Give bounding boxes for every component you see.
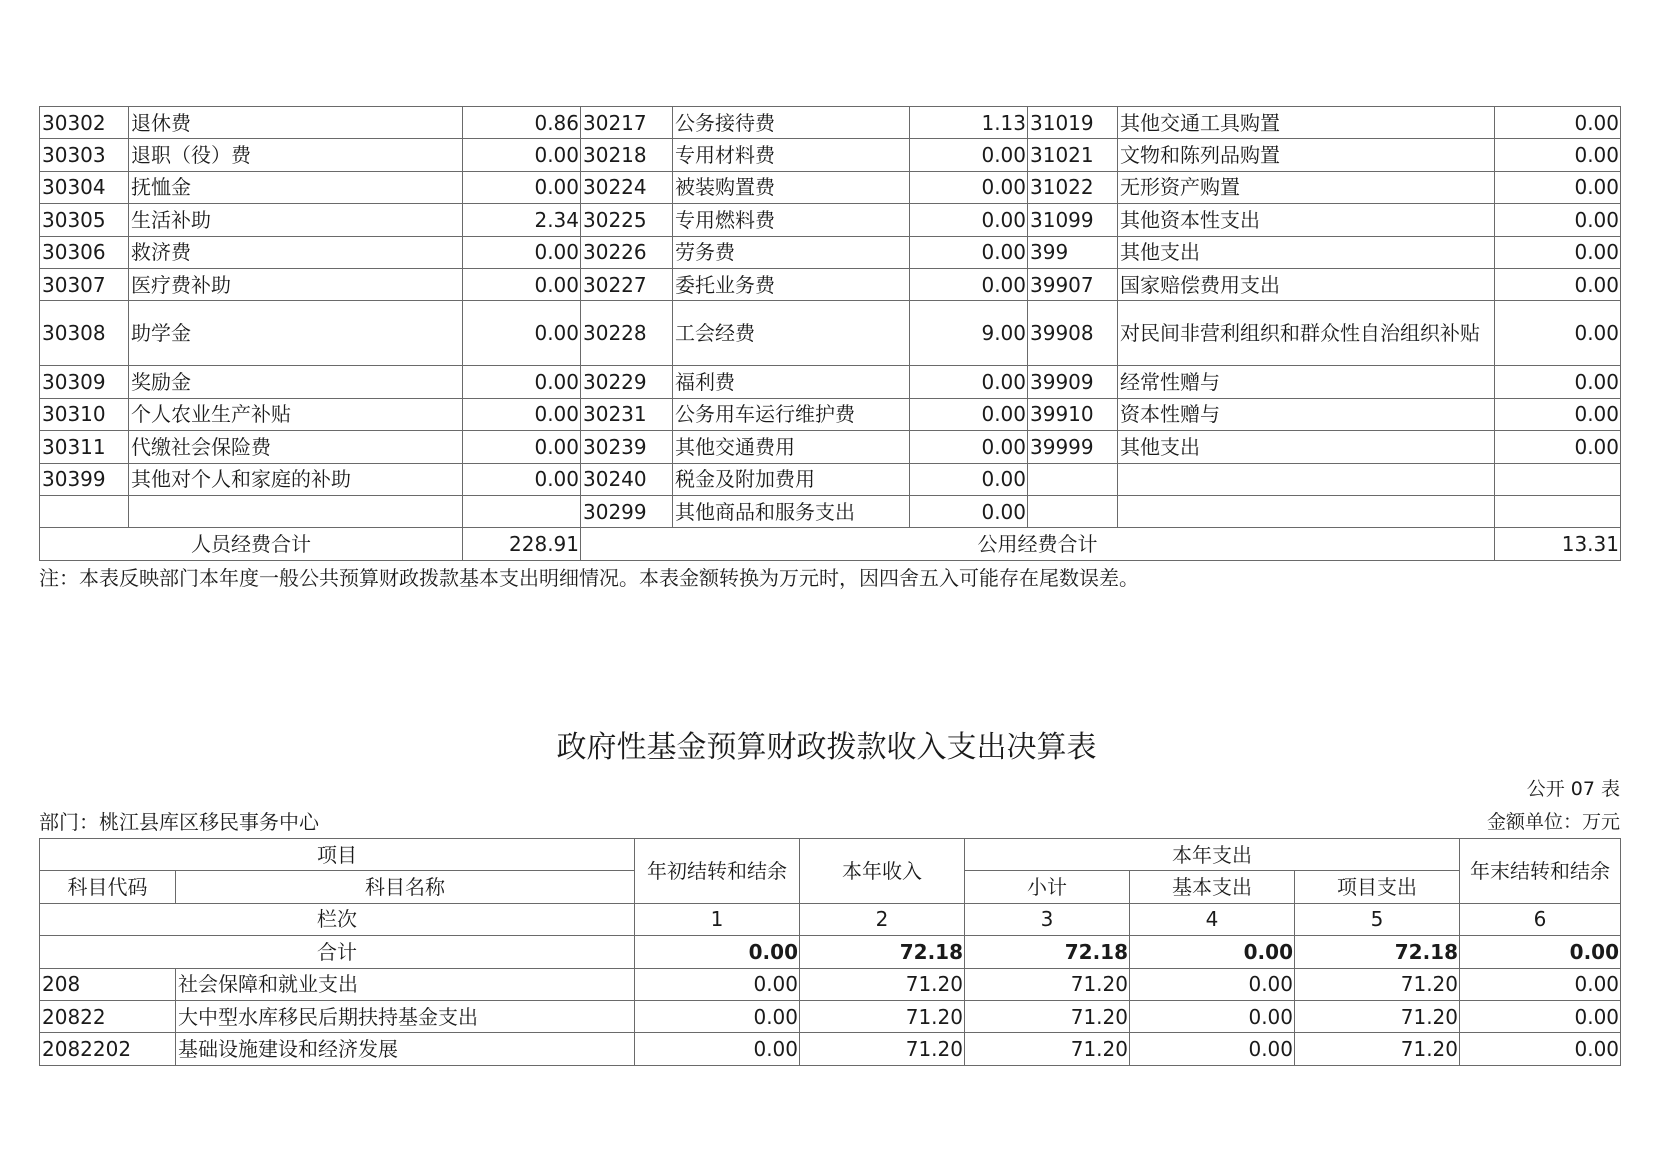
amount-cell: 0.00 bbox=[463, 171, 581, 203]
amount-cell: 71.20 bbox=[965, 968, 1130, 1000]
amount-cell: 71.20 bbox=[965, 1033, 1130, 1065]
amount-cell: 71.20 bbox=[1295, 1033, 1460, 1065]
grand-total-value: 0.00 bbox=[635, 936, 800, 968]
amount-cell: 0.00 bbox=[1460, 1033, 1621, 1065]
econ-code-cell bbox=[1028, 463, 1118, 495]
amount-cell: 9.00 bbox=[910, 301, 1028, 366]
amount-cell: 71.20 bbox=[965, 1000, 1130, 1032]
table-row bbox=[40, 107, 1621, 139]
econ-code-cell: 30310 bbox=[40, 398, 129, 430]
amount-cell: 0.00 bbox=[910, 268, 1028, 300]
amount-cell: 1.13 bbox=[910, 107, 1028, 139]
amount-cell bbox=[1495, 463, 1621, 495]
econ-code-cell: 30307 bbox=[40, 268, 129, 300]
amount-cell: 0.86 bbox=[463, 107, 581, 139]
header-begin-balance: 年初结转和结余 bbox=[635, 839, 800, 904]
econ-code-cell: 30304 bbox=[40, 171, 129, 203]
grand-total-value: 72.18 bbox=[800, 936, 965, 968]
amount-unit-label: 金额单位：万元 bbox=[1486, 811, 1620, 833]
econ-name-cell: 其他资本性支出 bbox=[1118, 204, 1495, 236]
econ-code-cell: 30399 bbox=[40, 463, 129, 495]
table-row bbox=[40, 204, 1621, 236]
amount-cell: 71.20 bbox=[800, 968, 965, 1000]
econ-name-cell: 其他交通费用 bbox=[673, 431, 910, 463]
amount-cell: 0.00 bbox=[1495, 431, 1621, 463]
index-cell: 2 bbox=[800, 903, 965, 935]
grand-total-value: 72.18 bbox=[965, 936, 1130, 968]
amount-cell: 0.00 bbox=[463, 366, 581, 398]
table-row bbox=[40, 495, 1621, 527]
econ-name-cell: 经常性赠与 bbox=[1118, 366, 1495, 398]
amount-cell: 0.00 bbox=[1460, 1000, 1621, 1032]
amount-cell: 0.00 bbox=[463, 431, 581, 463]
table-row bbox=[40, 968, 1621, 1000]
amount-cell: 71.20 bbox=[800, 1033, 965, 1065]
econ-name-cell: 救济费 bbox=[129, 236, 463, 268]
grand-total-value: 0.00 bbox=[1130, 936, 1295, 968]
econ-code-cell: 30217 bbox=[581, 107, 673, 139]
econ-code-cell: 39908 bbox=[1028, 301, 1118, 366]
econ-name-cell: 退休费 bbox=[129, 107, 463, 139]
econ-code-cell: 30305 bbox=[40, 204, 129, 236]
table-row bbox=[40, 301, 1621, 366]
econ-name-cell: 无形资产购置 bbox=[1118, 171, 1495, 203]
econ-code-cell: 30309 bbox=[40, 366, 129, 398]
econ-code-cell: 30302 bbox=[40, 107, 129, 139]
econ-code-cell: 30308 bbox=[40, 301, 129, 366]
amount-cell: 0.00 bbox=[1495, 366, 1621, 398]
table-row bbox=[40, 268, 1621, 300]
amount-cell: 0.00 bbox=[635, 1033, 800, 1065]
amount-cell: 0.00 bbox=[910, 398, 1028, 430]
amount-cell: 0.00 bbox=[1495, 268, 1621, 300]
header-end-balance: 年末结转和结余 bbox=[1460, 839, 1621, 904]
econ-name-cell: 其他交通工具购置 bbox=[1118, 107, 1495, 139]
econ-name-cell bbox=[129, 495, 463, 527]
index-row bbox=[40, 903, 1621, 935]
header-income: 本年收入 bbox=[800, 839, 965, 904]
amount-cell: 0.00 bbox=[910, 366, 1028, 398]
econ-code-cell: 30228 bbox=[581, 301, 673, 366]
econ-code-cell: 30225 bbox=[581, 204, 673, 236]
amount-cell: 0.00 bbox=[910, 431, 1028, 463]
personnel-total-value: 228.91 bbox=[463, 528, 581, 560]
econ-code-cell bbox=[40, 495, 129, 527]
public-total-value: 13.31 bbox=[1495, 528, 1621, 560]
econ-code-cell: 39907 bbox=[1028, 268, 1118, 300]
econ-code-cell: 30229 bbox=[581, 366, 673, 398]
basic-expense-table-body bbox=[40, 107, 1621, 528]
econ-code-cell: 30299 bbox=[581, 495, 673, 527]
econ-code-cell: 30240 bbox=[581, 463, 673, 495]
econ-name-cell: 委托业务费 bbox=[673, 268, 910, 300]
amount-cell: 0.00 bbox=[1495, 236, 1621, 268]
econ-name-cell: 代缴社会保险费 bbox=[129, 431, 463, 463]
amount-cell: 0.00 bbox=[910, 495, 1028, 527]
econ-name-cell: 文物和陈列品购置 bbox=[1118, 139, 1495, 171]
econ-name-cell: 其他支出 bbox=[1118, 431, 1495, 463]
econ-code-cell: 399 bbox=[1028, 236, 1118, 268]
department-label: 部门：桃江县库区移民事务中心 bbox=[39, 810, 319, 834]
subject-code-cell: 20822 bbox=[40, 1000, 176, 1032]
econ-name-cell: 其他对个人和家庭的补助 bbox=[129, 463, 463, 495]
subject-name-cell: 社会保障和就业支出 bbox=[176, 968, 635, 1000]
personnel-total-label: 人员经费合计 bbox=[40, 528, 463, 560]
table-row bbox=[40, 236, 1621, 268]
amount-cell: 0.00 bbox=[910, 236, 1028, 268]
econ-name-cell: 奖励金 bbox=[129, 366, 463, 398]
amount-cell: 0.00 bbox=[463, 268, 581, 300]
index-label: 栏次 bbox=[40, 903, 635, 935]
econ-name-cell: 税金及附加费用 bbox=[673, 463, 910, 495]
index-cell: 1 bbox=[635, 903, 800, 935]
amount-cell: 0.00 bbox=[463, 139, 581, 171]
econ-code-cell: 39910 bbox=[1028, 398, 1118, 430]
econ-code-cell: 30226 bbox=[581, 236, 673, 268]
header-project: 项目支出 bbox=[1295, 871, 1460, 903]
amount-cell: 71.20 bbox=[1295, 968, 1460, 1000]
econ-name-cell: 退职（役）费 bbox=[129, 139, 463, 171]
econ-code-cell: 30224 bbox=[581, 171, 673, 203]
econ-name-cell: 其他支出 bbox=[1118, 236, 1495, 268]
grand-total-row bbox=[40, 936, 1621, 968]
econ-name-cell: 资本性赠与 bbox=[1118, 398, 1495, 430]
grand-total-value: 72.18 bbox=[1295, 936, 1460, 968]
grand-total-value: 0.00 bbox=[1460, 936, 1621, 968]
header-subtotal: 小计 bbox=[965, 871, 1130, 903]
table-row bbox=[40, 463, 1621, 495]
amount-cell: 0.00 bbox=[910, 139, 1028, 171]
econ-code-cell: 30303 bbox=[40, 139, 129, 171]
econ-code-cell: 31019 bbox=[1028, 107, 1118, 139]
econ-name-cell bbox=[1118, 463, 1495, 495]
econ-code-cell bbox=[1028, 495, 1118, 527]
econ-name-cell: 医疗费补助 bbox=[129, 268, 463, 300]
econ-code-cell: 39909 bbox=[1028, 366, 1118, 398]
econ-name-cell: 助学金 bbox=[129, 301, 463, 366]
amount-cell bbox=[1495, 495, 1621, 527]
econ-name-cell: 生活补助 bbox=[129, 204, 463, 236]
econ-code-cell: 30231 bbox=[581, 398, 673, 430]
econ-name-cell: 对民间非营利组织和群众性自治组织补贴 bbox=[1118, 301, 1495, 366]
econ-name-cell: 国家赔偿费用支出 bbox=[1118, 268, 1495, 300]
header-code: 科目代码 bbox=[40, 871, 176, 903]
amount-cell: 0.00 bbox=[463, 236, 581, 268]
table-row bbox=[40, 171, 1621, 203]
subject-name-cell: 大中型水库移民后期扶持基金支出 bbox=[176, 1000, 635, 1032]
amount-cell: 0.00 bbox=[1495, 171, 1621, 203]
econ-name-cell: 劳务费 bbox=[673, 236, 910, 268]
table-row bbox=[40, 398, 1621, 430]
amount-cell: 0.00 bbox=[1130, 968, 1295, 1000]
index-cell: 3 bbox=[965, 903, 1130, 935]
amount-cell: 0.00 bbox=[463, 463, 581, 495]
subject-name-cell: 基础设施建设和经济发展 bbox=[176, 1033, 635, 1065]
header-item: 项目 bbox=[40, 839, 635, 871]
header-basic: 基本支出 bbox=[1130, 871, 1295, 903]
basic-expense-table bbox=[39, 106, 1621, 561]
index-cell: 4 bbox=[1130, 903, 1295, 935]
totals-row bbox=[40, 528, 1621, 560]
fund-budget-table-body bbox=[40, 968, 1621, 1065]
table-row bbox=[40, 139, 1621, 171]
amount-cell: 0.00 bbox=[1130, 1033, 1295, 1065]
amount-cell bbox=[463, 495, 581, 527]
index-cell: 5 bbox=[1295, 903, 1460, 935]
econ-code-cell: 31099 bbox=[1028, 204, 1118, 236]
subject-code-cell: 2082202 bbox=[40, 1033, 176, 1065]
econ-name-cell: 专用材料费 bbox=[673, 139, 910, 171]
amount-cell: 0.00 bbox=[910, 171, 1028, 203]
page-title: 政府性基金预算财政拨款收入支出决算表 bbox=[556, 730, 1097, 765]
header-row-1 bbox=[40, 839, 1621, 871]
econ-code-cell: 30311 bbox=[40, 431, 129, 463]
econ-name-cell: 公务用车运行维护费 bbox=[673, 398, 910, 430]
econ-name-cell: 公务接待费 bbox=[673, 107, 910, 139]
econ-name-cell: 被装购置费 bbox=[673, 171, 910, 203]
amount-cell: 0.00 bbox=[463, 398, 581, 430]
amount-cell: 0.00 bbox=[1130, 1000, 1295, 1032]
econ-name-cell bbox=[1118, 495, 1495, 527]
table-row bbox=[40, 1033, 1621, 1065]
amount-cell: 0.00 bbox=[1495, 204, 1621, 236]
index-cell: 6 bbox=[1460, 903, 1621, 935]
amount-cell: 71.20 bbox=[800, 1000, 965, 1032]
amount-cell: 0.00 bbox=[635, 968, 800, 1000]
amount-cell: 0.00 bbox=[463, 301, 581, 366]
econ-code-cell: 31022 bbox=[1028, 171, 1118, 203]
econ-code-cell: 30227 bbox=[581, 268, 673, 300]
econ-code-cell: 30239 bbox=[581, 431, 673, 463]
table-row bbox=[40, 431, 1621, 463]
econ-name-cell: 工会经费 bbox=[673, 301, 910, 366]
econ-name-cell: 其他商品和服务支出 bbox=[673, 495, 910, 527]
amount-cell: 71.20 bbox=[1295, 1000, 1460, 1032]
amount-cell: 0.00 bbox=[1495, 398, 1621, 430]
amount-cell: 0.00 bbox=[635, 1000, 800, 1032]
table-row bbox=[40, 366, 1621, 398]
public-total-label: 公用经费合计 bbox=[581, 528, 1495, 560]
econ-code-cell: 30218 bbox=[581, 139, 673, 171]
header-name: 科目名称 bbox=[176, 871, 635, 903]
table-row bbox=[40, 1000, 1621, 1032]
amount-cell: 0.00 bbox=[910, 204, 1028, 236]
econ-code-cell: 31021 bbox=[1028, 139, 1118, 171]
form-number: 公开 07 表 bbox=[1526, 778, 1620, 800]
amount-cell: 0.00 bbox=[1495, 107, 1621, 139]
amount-cell: 0.00 bbox=[1495, 139, 1621, 171]
amount-cell: 0.00 bbox=[1460, 968, 1621, 1000]
econ-name-cell: 抚恤金 bbox=[129, 171, 463, 203]
grand-total-label: 合计 bbox=[40, 936, 635, 968]
amount-cell: 0.00 bbox=[910, 463, 1028, 495]
amount-cell: 2.34 bbox=[463, 204, 581, 236]
econ-name-cell: 专用燃料费 bbox=[673, 204, 910, 236]
econ-code-cell: 39999 bbox=[1028, 431, 1118, 463]
econ-name-cell: 个人农业生产补贴 bbox=[129, 398, 463, 430]
econ-name-cell: 福利费 bbox=[673, 366, 910, 398]
fund-budget-table bbox=[39, 838, 1621, 1066]
subject-code-cell: 208 bbox=[40, 968, 176, 1000]
table-note: 注：本表反映部门本年度一般公共预算财政拨款基本支出明细情况。本表金额转换为万元时，因四舍五入可能存在尾数误差。 bbox=[39, 566, 1139, 590]
amount-cell: 0.00 bbox=[1495, 301, 1621, 366]
econ-code-cell: 30306 bbox=[40, 236, 129, 268]
header-expense: 本年支出 bbox=[965, 839, 1460, 871]
